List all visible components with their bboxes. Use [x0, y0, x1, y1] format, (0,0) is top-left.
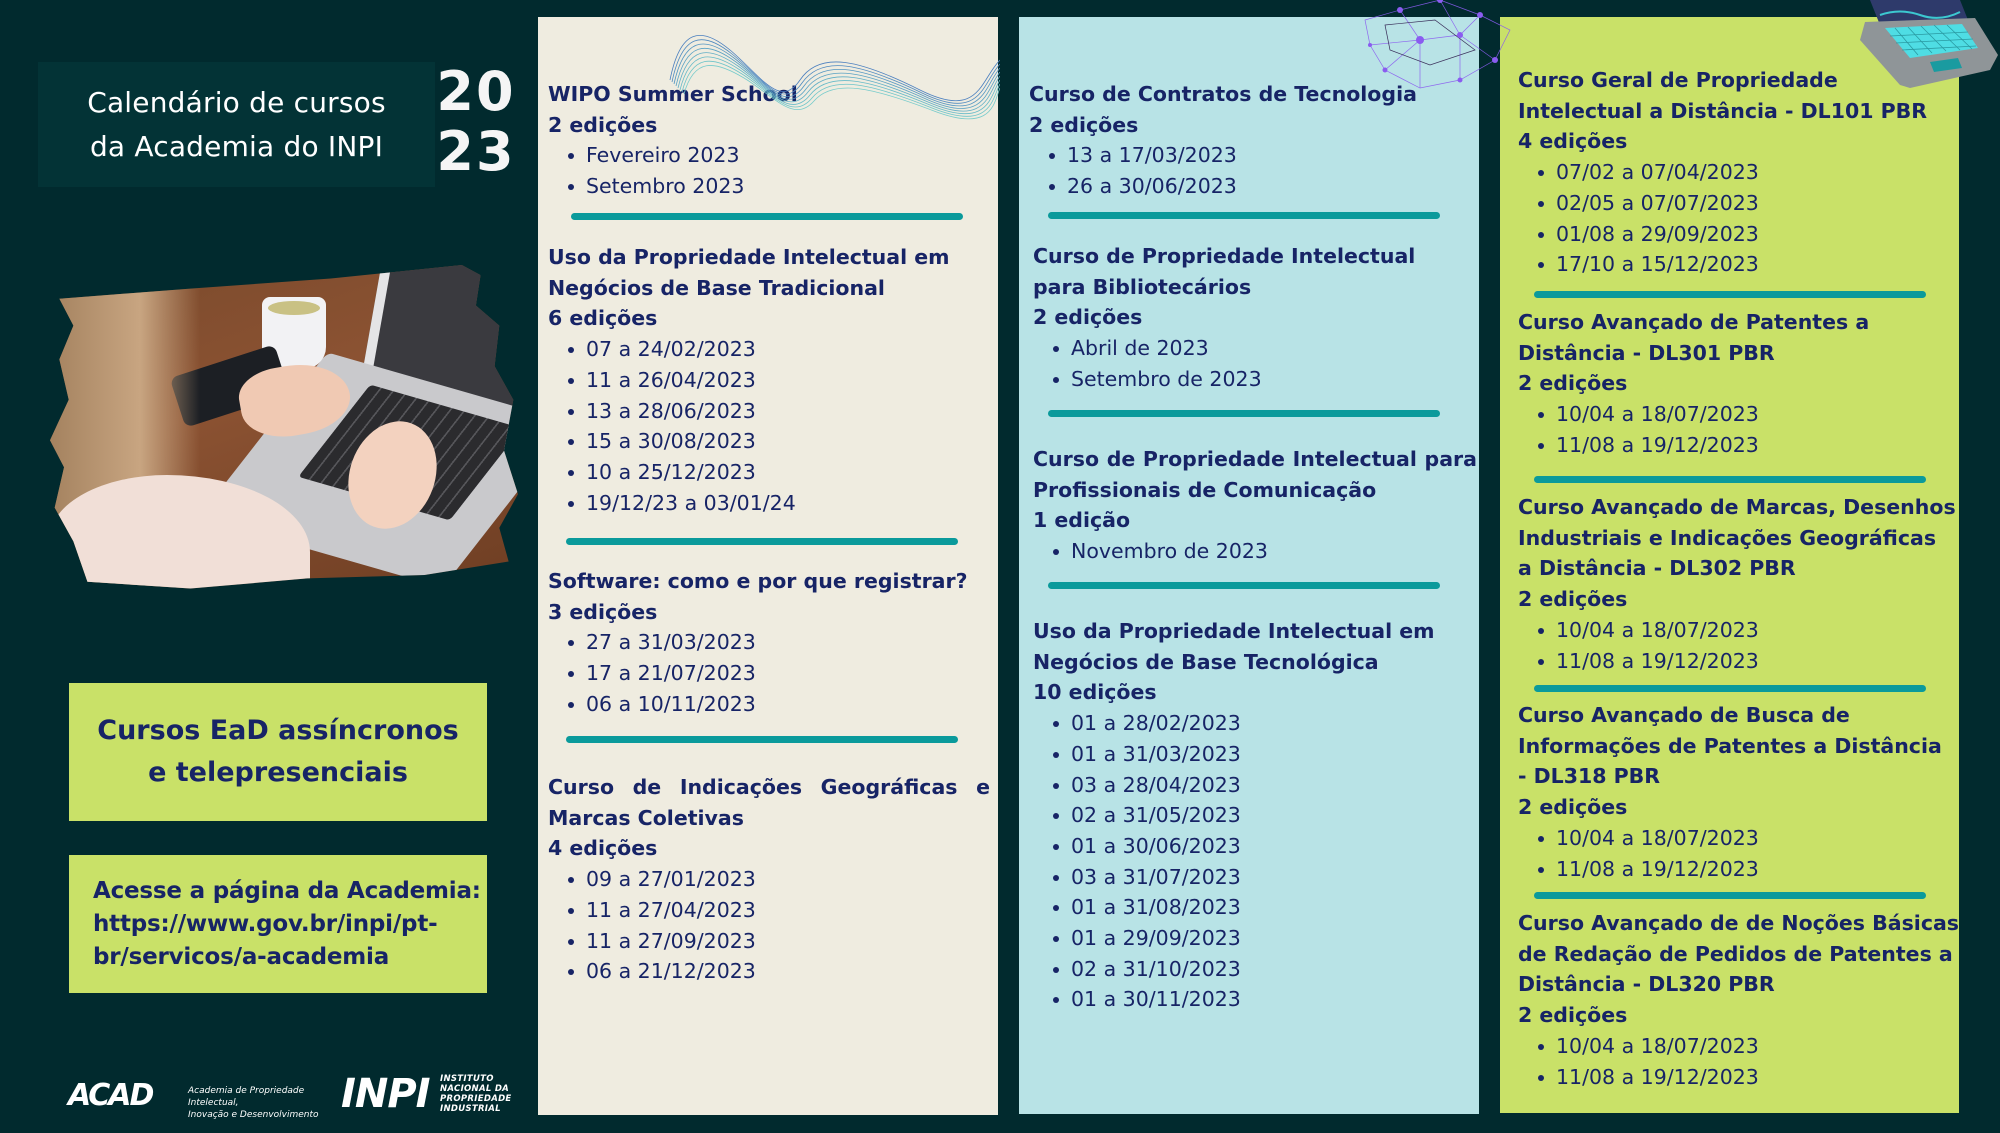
- course-editions-count: 2 edições: [1029, 112, 1139, 137]
- modality-box: [69, 683, 487, 821]
- course-date: 27 a 31/03/2023: [566, 627, 990, 658]
- course-date: 17 a 21/07/2023: [566, 658, 990, 689]
- course-title: Uso da Propriedade Intelectual em Negócios de Base Tecnológica: [1033, 619, 1435, 674]
- course-date: 10/04 a 18/07/2023: [1536, 615, 1957, 646]
- course-software-registro: [548, 566, 990, 720]
- modality-line1: Cursos EaD assíncronos: [97, 715, 459, 746]
- course-date: 11/08 a 19/12/2023: [1536, 646, 1957, 677]
- section-divider: [1534, 892, 1926, 899]
- course-date: 01 a 31/08/2023: [1051, 892, 1471, 923]
- course-date: 03 a 28/04/2023: [1051, 770, 1471, 801]
- section-divider: [1048, 582, 1440, 589]
- course-dl302: [1518, 492, 1957, 676]
- course-date: 10/04 a 18/07/2023: [1536, 1031, 1959, 1062]
- course-date: 07/02 a 07/04/2023: [1536, 157, 1955, 188]
- academy-url-line2[interactable]: br/servicos/a-academia: [93, 944, 390, 970]
- course-editions-count: 2 edições: [1518, 587, 1628, 612]
- course-dl318: [1518, 700, 1957, 884]
- academy-url-line1[interactable]: https://www.gov.br/inpi/pt-: [93, 911, 438, 937]
- inpi-sub-line4: INDUSTRIAL: [440, 1104, 501, 1114]
- course-dates-list: [1033, 536, 1477, 567]
- acad-logo-subtitle: [188, 1085, 338, 1121]
- header-title-box: [38, 62, 435, 187]
- course-column-2: [1019, 17, 1479, 1114]
- course-title: WIPO Summer School: [548, 82, 798, 106]
- course-editions-count: 4 edições: [1518, 129, 1628, 154]
- course-pi-negocios-tecnologica: [1033, 616, 1471, 1015]
- inpi-logo: INPI: [341, 1071, 430, 1117]
- section-divider: [571, 213, 963, 220]
- course-editions-count: 2 edições: [1518, 795, 1628, 820]
- inpi-sub-line2: NACIONAL DA: [440, 1084, 510, 1094]
- course-title: Curso de Indicações Geográficas e Marcas Coletivas: [548, 775, 990, 830]
- course-title: Curso Avançado de Marcas, Desenhos Industriais e Indicações Geográficas a Distância - DL302 PBR: [1518, 495, 1956, 581]
- course-date: 26 a 30/06/2023: [1047, 171, 1471, 202]
- footer-logos: [68, 1071, 518, 1120]
- course-dates-list: [1029, 140, 1471, 201]
- section-divider: [1534, 476, 1926, 483]
- course-title: Curso de Propriedade Intelectual para Profissionais de Comunicação: [1033, 447, 1477, 502]
- section-divider: [566, 538, 958, 545]
- course-editions-count: 6 edições: [548, 306, 658, 331]
- course-editions-count: 10 edições: [1033, 680, 1157, 705]
- inpi-logo-subtitle: [440, 1074, 512, 1114]
- course-dates-list: [1518, 823, 1957, 884]
- header-title-line2: da Academia do INPI: [89, 129, 384, 163]
- course-editions-count: 3 edições: [548, 599, 658, 624]
- course-title: Curso de Contratos de Tecnologia: [1029, 82, 1417, 106]
- course-date: 01/08 a 29/09/2023: [1536, 219, 1955, 250]
- acad-sub-line1: Academia de Propriedade Intelectual,: [188, 1086, 305, 1108]
- course-title: Software: como e por que registrar?: [548, 569, 968, 593]
- section-divider: [1534, 685, 1926, 692]
- inpi-sub-line3: PROPRIEDADE: [440, 1094, 512, 1104]
- course-title: Curso de Propriedade Intelectual para Bibliotecários: [1033, 244, 1416, 299]
- course-dates-list: [1518, 1031, 1959, 1092]
- course-date: 10 a 25/12/2023: [566, 457, 990, 488]
- course-date: 11/08 a 19/12/2023: [1536, 430, 1955, 461]
- section-divider: [566, 736, 958, 743]
- course-date: 17/10 a 15/12/2023: [1536, 249, 1955, 280]
- wave-lines-decoration-icon: [660, 20, 1000, 130]
- course-date: 13 a 17/03/2023: [1047, 140, 1471, 171]
- course-dates-list: [1518, 399, 1955, 460]
- course-date: 11 a 27/04/2023: [566, 895, 990, 926]
- network-globe-decoration-icon: [1360, 0, 1520, 95]
- course-editions-count: 2 edições: [1518, 1003, 1628, 1028]
- course-date: 11 a 26/04/2023: [566, 365, 990, 396]
- course-dates-list: [548, 627, 990, 719]
- academy-link-box[interactable]: [69, 855, 487, 993]
- course-dl320: [1518, 908, 1959, 1092]
- course-date: 02 a 31/10/2023: [1051, 954, 1471, 985]
- course-date: 15 a 30/08/2023: [566, 426, 990, 457]
- course-date: 11/08 a 19/12/2023: [1536, 854, 1957, 885]
- course-pi-negocios-tradicional: [548, 242, 990, 518]
- course-date: 07 a 24/02/2023: [566, 334, 990, 365]
- course-date: 06 a 10/11/2023: [566, 689, 990, 720]
- year-line1: 20: [436, 60, 516, 123]
- course-pi-bibliotecarios: [1033, 241, 1471, 395]
- course-dates-list: [1033, 333, 1471, 394]
- course-dates-list: [1033, 708, 1471, 1015]
- course-column-1: [538, 17, 998, 1115]
- course-title: Curso Avançado de Patentes a Distância - DL301 PBR: [1518, 310, 1870, 365]
- course-editions-count: 2 edições: [1518, 371, 1628, 396]
- hero-photo-woman-typing-on-laptop: [50, 265, 518, 602]
- course-pi-comunicacao: [1033, 444, 1477, 567]
- course-date: 01 a 29/09/2023: [1051, 923, 1471, 954]
- inpi-sub-line1: INSTITUTO: [440, 1074, 494, 1084]
- course-indicacoes-geograficas: [548, 772, 990, 987]
- course-date: 01 a 30/11/2023: [1051, 984, 1471, 1015]
- course-editions-count: 1 edição: [1033, 508, 1131, 533]
- course-date: 10/04 a 18/07/2023: [1536, 823, 1957, 854]
- course-date: 03 a 31/07/2023: [1051, 862, 1471, 893]
- course-dates-list: [1518, 615, 1957, 676]
- course-date: Fevereiro 2023: [566, 140, 990, 171]
- course-date: 19/12/23 a 03/01/24: [566, 488, 990, 519]
- course-dates-list: [548, 334, 990, 518]
- course-title: Curso Avançado de de Noções Básicas de Redação de Pedidos de Patentes a Distância - DL320 PBR: [1518, 911, 1960, 997]
- course-date: 13 a 28/06/2023: [566, 396, 990, 427]
- course-dates-list: [1518, 157, 1955, 280]
- course-date: 09 a 27/01/2023: [566, 864, 990, 895]
- access-label: Acesse a página da Academia:: [93, 878, 481, 904]
- course-date: 02/05 a 07/07/2023: [1536, 188, 1955, 219]
- laptop-illustration-icon: [1850, 0, 2000, 90]
- course-date: 01 a 30/06/2023: [1051, 831, 1471, 862]
- course-title: Curso Geral de Propriedade Intelectual a Distância - DL101 PBR: [1518, 68, 1928, 123]
- acad-sub-line2: Inovação e Desenvolvimento: [188, 1110, 319, 1120]
- modality-line2: e telepresenciais: [148, 757, 408, 788]
- section-divider: [1534, 291, 1926, 298]
- course-date: 01 a 28/02/2023: [1051, 708, 1471, 739]
- course-column-3: [1500, 17, 1959, 1113]
- course-date: 06 a 21/12/2023: [566, 956, 990, 987]
- acad-logo: ACAD: [68, 1078, 153, 1113]
- course-editions-count: 4 edições: [548, 836, 658, 861]
- course-dates-list: [548, 864, 990, 987]
- course-date: 11 a 27/09/2023: [566, 926, 990, 957]
- course-date: 02 a 31/05/2023: [1051, 800, 1471, 831]
- year-line2: 23: [436, 120, 516, 183]
- course-dates-list: [548, 140, 990, 201]
- course-date: 11/08 a 19/12/2023: [1536, 1062, 1959, 1093]
- course-date: Setembro de 2023: [1051, 364, 1471, 395]
- course-contratos-tecnologia: [1029, 79, 1471, 202]
- course-date: Setembro 2023: [566, 171, 990, 202]
- course-editions-count: 2 edições: [1033, 305, 1143, 330]
- course-date: Novembro de 2023: [1051, 536, 1477, 567]
- course-date: 01 a 31/03/2023: [1051, 739, 1471, 770]
- course-dl301: [1518, 307, 1955, 461]
- course-title: Uso da Propriedade Intelectual em Negócios de Base Tradicional: [548, 245, 950, 300]
- header-title-line1: Calendário de cursos: [87, 85, 386, 119]
- course-dl101: [1518, 65, 1955, 280]
- section-divider: [1048, 410, 1440, 417]
- course-title: Curso Avançado de Busca de Informações de Patentes a Distância - DL318 PBR: [1518, 703, 1942, 789]
- section-divider: [1048, 212, 1440, 219]
- course-date: Abril de 2023: [1051, 333, 1471, 364]
- year-label: [434, 62, 518, 182]
- course-editions-count: 2 edições: [548, 112, 658, 137]
- course-date: 10/04 a 18/07/2023: [1536, 399, 1955, 430]
